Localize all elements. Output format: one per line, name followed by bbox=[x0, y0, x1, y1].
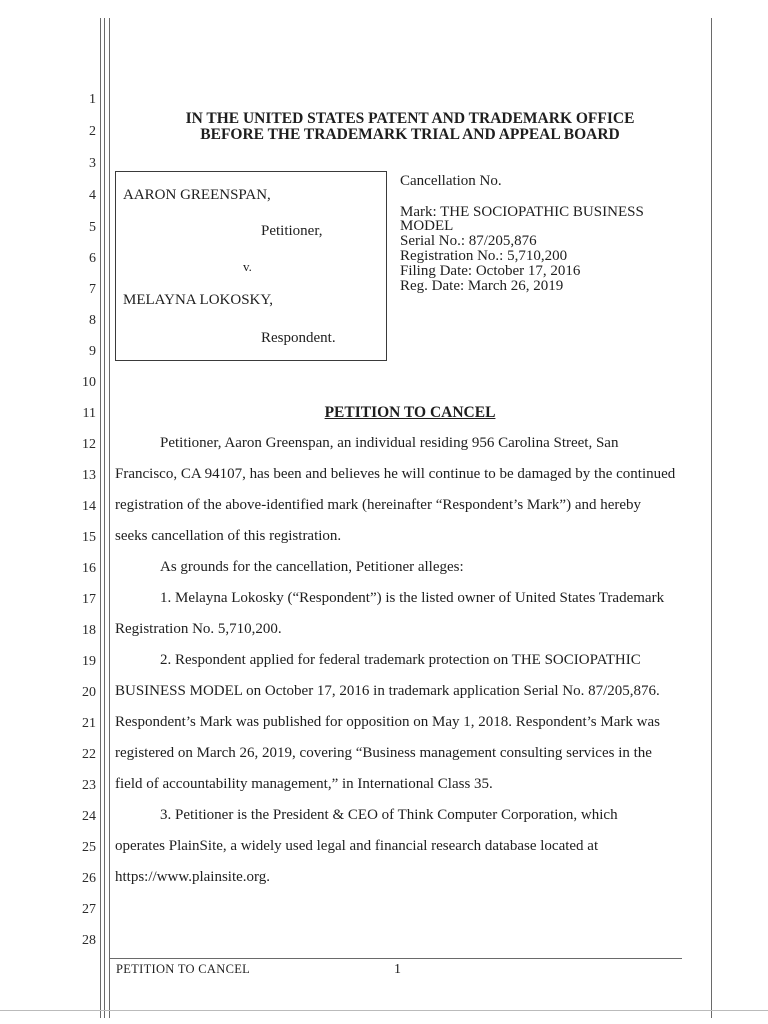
line-number: 8 bbox=[89, 313, 96, 328]
line-number: 27 bbox=[82, 902, 96, 917]
left-margin-rule bbox=[100, 18, 101, 1018]
body-line: 1. Melayna Lokosky (“Respondent”) is the listed owner of United States Trademark bbox=[160, 590, 665, 606]
document-title: PETITION TO CANCEL bbox=[324, 404, 496, 421]
body-line: 3. Petitioner is the President & CEO of Think Computer Corporation, which bbox=[160, 807, 618, 823]
page-bottom-edge bbox=[0, 1010, 768, 1011]
body-line: https://www.plainsite.org. bbox=[115, 869, 270, 885]
line-number: 15 bbox=[82, 530, 96, 545]
petitioner-role: Petitioner, bbox=[261, 223, 323, 239]
body-line: seeks cancellation of this registration. bbox=[115, 528, 342, 544]
respondent-role: Respondent. bbox=[261, 330, 336, 346]
line-number: 9 bbox=[89, 344, 96, 359]
left-margin-rule bbox=[109, 18, 110, 1018]
line-number: 24 bbox=[82, 809, 96, 824]
line-number: 4 bbox=[89, 188, 96, 203]
line-number: 14 bbox=[82, 499, 96, 514]
body-line: registration of the above-identified mark (hereinafter “Respondent’s Mark”) and hereby bbox=[115, 497, 642, 513]
line-number: 26 bbox=[82, 871, 96, 886]
body-line: Registration No. 5,710,200. bbox=[115, 621, 282, 637]
line-number: 5 bbox=[89, 220, 96, 235]
line-number: 12 bbox=[82, 437, 96, 452]
line-number: 18 bbox=[82, 623, 96, 638]
filing-date: Filing Date: October 17, 2016 bbox=[400, 263, 581, 279]
body-line: Francisco, CA 94107, has been and believes he will continue to be damaged by the continued bbox=[115, 466, 676, 482]
line-number: 23 bbox=[82, 778, 96, 793]
footer-page-number: 1 bbox=[394, 962, 402, 977]
versus: v. bbox=[243, 259, 252, 274]
line-number: 6 bbox=[89, 251, 96, 266]
line-number: 16 bbox=[82, 561, 96, 576]
body-line: Petitioner, Aaron Greenspan, an individual residing 956 Carolina Street, San bbox=[160, 435, 619, 451]
registration-date: Reg. Date: March 26, 2019 bbox=[400, 278, 564, 294]
left-margin-rule bbox=[104, 18, 105, 1018]
body-line: Respondent’s Mark was published for opposition on May 1, 2018. Respondent’s Mark was bbox=[115, 714, 660, 730]
cancellation-number: Cancellation No. bbox=[400, 173, 502, 189]
body-line: As grounds for the cancellation, Petitioner alleges: bbox=[160, 559, 464, 575]
line-number: 28 bbox=[82, 933, 96, 948]
footer-title: PETITION TO CANCEL bbox=[116, 962, 251, 976]
line-number: 11 bbox=[82, 406, 96, 421]
line-number: 19 bbox=[82, 654, 96, 669]
line-number: 21 bbox=[82, 716, 96, 731]
line-number: 7 bbox=[89, 282, 96, 297]
body-line: operates PlainSite, a widely used legal and financial research database located at bbox=[115, 838, 599, 854]
footer-rule bbox=[110, 958, 682, 959]
line-number: 13 bbox=[82, 468, 96, 483]
body-line: 2. Respondent applied for federal trademark protection on THE SOCIOPATHIC bbox=[160, 652, 641, 668]
body-line: registered on March 26, 2019, covering “Business management consulting services in the bbox=[115, 745, 652, 761]
mark-line-2: MODEL bbox=[400, 218, 454, 234]
line-number: 17 bbox=[82, 592, 96, 607]
line-number: 1 bbox=[89, 92, 96, 107]
respondent-name: MELAYNA LOKOSKY, bbox=[123, 292, 274, 308]
line-number: 22 bbox=[82, 747, 96, 762]
body-line: BUSINESS MODEL on October 17, 2016 in trademark application Serial No. 87/205,876. bbox=[115, 683, 660, 699]
petitioner-name: AARON GREENSPAN, bbox=[123, 187, 271, 203]
line-number: 3 bbox=[89, 156, 96, 171]
line-number: 20 bbox=[82, 685, 96, 700]
mark-line-1: Mark: THE SOCIOPATHIC BUSINESS bbox=[400, 204, 644, 220]
right-margin-rule bbox=[711, 18, 712, 1018]
body-line: field of accountability management,” in International Class 35. bbox=[115, 776, 493, 792]
court-header-line-1: IN THE UNITED STATES PATENT AND TRADEMARK OFFICE bbox=[185, 110, 635, 127]
serial-number: Serial No.: 87/205,876 bbox=[400, 233, 537, 249]
line-number: 25 bbox=[82, 840, 96, 855]
line-number: 10 bbox=[82, 375, 96, 390]
court-header-line-2: BEFORE THE TRADEMARK TRIAL AND APPEAL BOARD bbox=[200, 126, 620, 143]
line-number: 2 bbox=[89, 124, 96, 139]
registration-number: Registration No.: 5,710,200 bbox=[400, 248, 568, 264]
